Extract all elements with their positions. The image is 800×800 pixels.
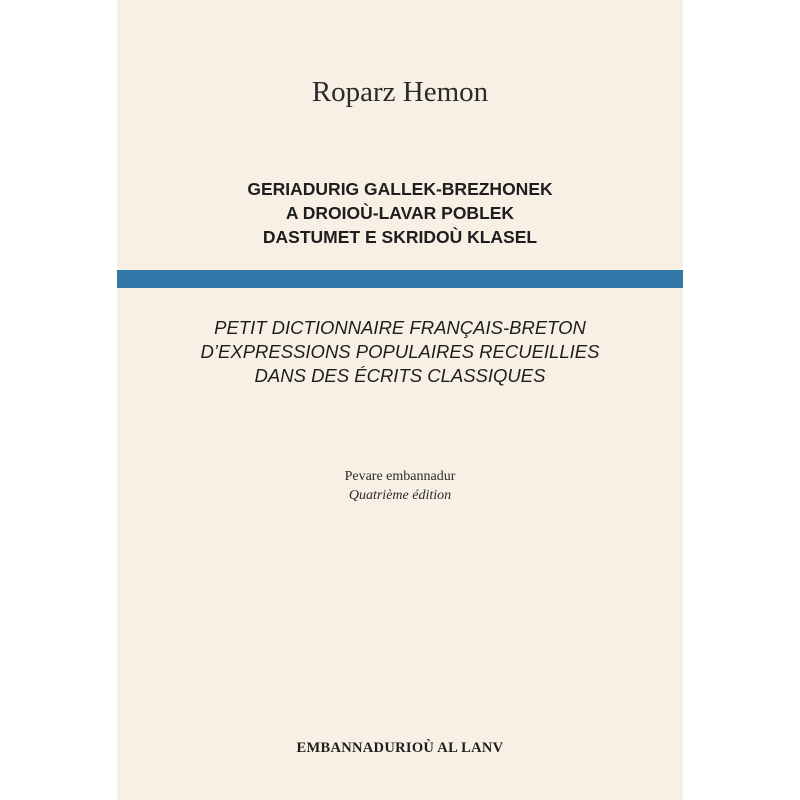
breton-title-line: A DROIOÙ-LAVAR POBLEK — [285, 203, 515, 223]
author-name: Roparz Hemon — [311, 76, 489, 108]
publisher-name: EMBANNADURIOÙ AL LANV — [296, 740, 504, 756]
edition-breton: Pevare embannadur — [344, 469, 456, 484]
book-cover — [117, 0, 683, 800]
french-title — [117, 316, 683, 388]
french-title-line: D’EXPRESSIONS POPULAIRES RECUEILLIES — [200, 341, 600, 362]
edition-french: Quatrième édition — [348, 488, 452, 503]
breton-title-line: DASTUMET E SKRIDOÙ KLASEL — [262, 227, 538, 247]
french-title-line: PETIT DICTIONNAIRE FRANÇAIS-BRETON — [214, 317, 586, 338]
blue-divider-band — [117, 270, 683, 288]
breton-title-line: GERIADURIG GALLEK-BREZHONEK — [247, 179, 553, 199]
edition-info — [117, 467, 683, 505]
french-title-line: DANS DES ÉCRITS CLASSIQUES — [254, 365, 546, 386]
breton-title — [117, 177, 683, 249]
